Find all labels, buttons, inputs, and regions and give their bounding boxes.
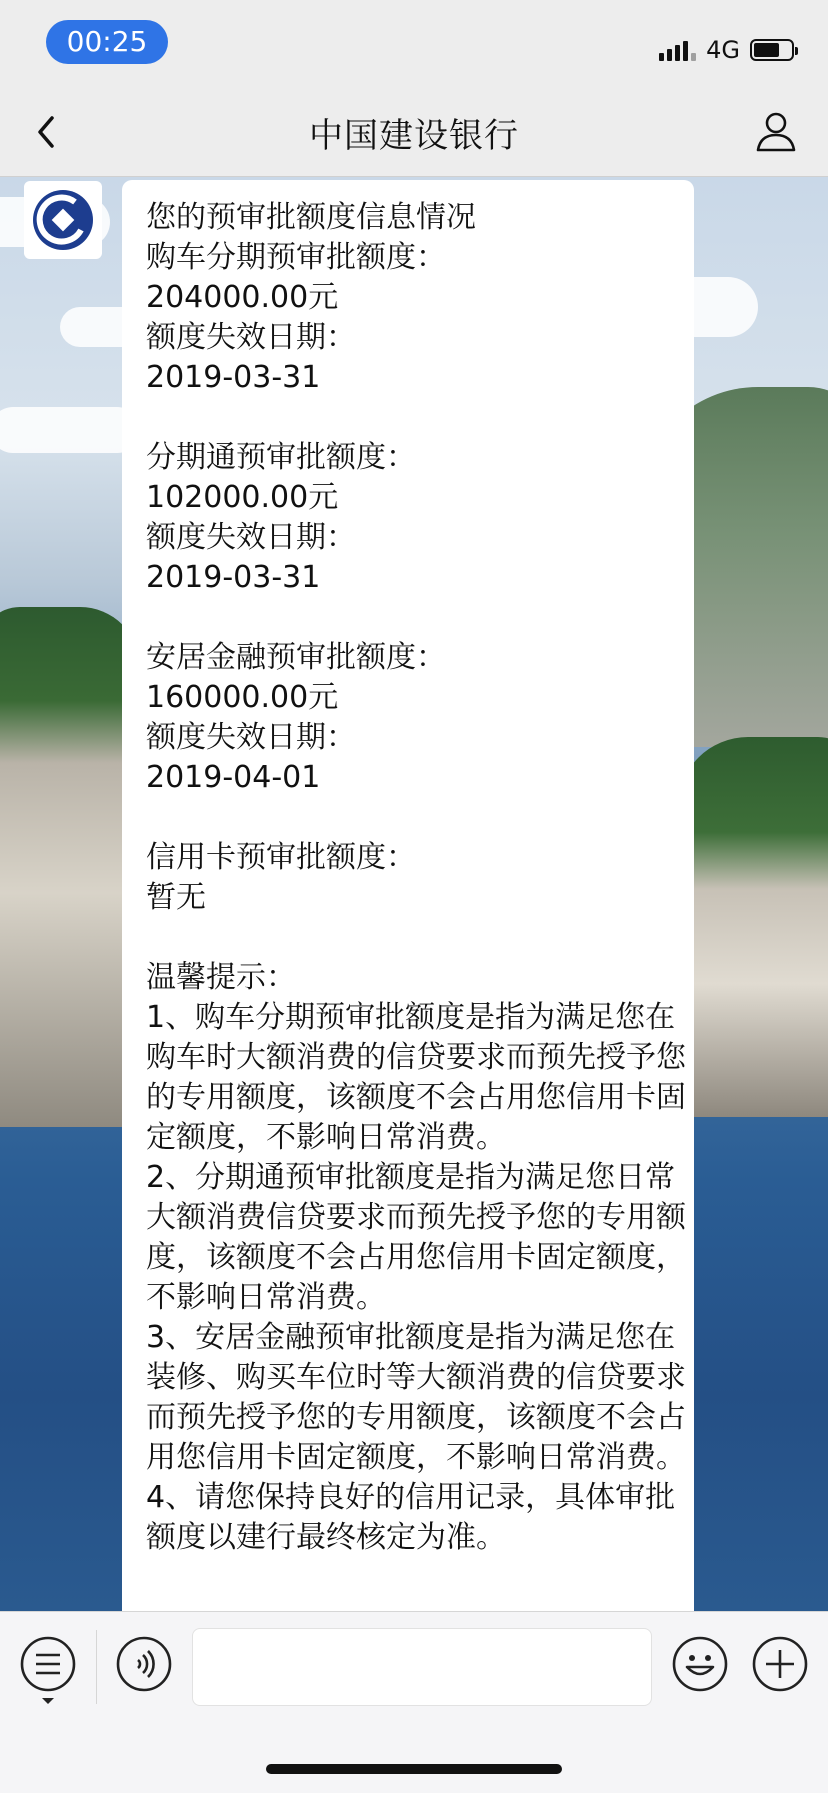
header xyxy=(0,0,828,177)
signal-icon xyxy=(659,39,696,61)
ccb-logo-icon xyxy=(31,188,95,252)
message-line: 分期通预审批额度： xyxy=(146,440,416,475)
blank-line xyxy=(146,918,686,958)
profile-button[interactable] xyxy=(752,108,800,156)
message-line: 2019-03-31 xyxy=(146,360,321,395)
blank-line xyxy=(146,598,686,638)
menu-button[interactable] xyxy=(20,1636,76,1692)
blank-line xyxy=(146,798,686,838)
voice-button[interactable] xyxy=(116,1636,172,1692)
list-menu-icon xyxy=(20,1636,76,1706)
message-line: 2、分期通预审批额度是指为满足您日常大额消费信贷要求而预先授予您的专用额度，该额度不会占用您信用卡固定额度，不影响日常消费。 xyxy=(146,1160,686,1315)
message-line: 信用卡预审批额度： xyxy=(146,840,416,875)
person-icon xyxy=(752,108,800,156)
plus-button[interactable] xyxy=(752,1636,808,1692)
message-line: 204000.00元 xyxy=(146,280,339,315)
emoji-icon xyxy=(672,1636,728,1692)
message-line: 额度失效日期： xyxy=(146,520,356,555)
message-line: 购车分期预审批额度： xyxy=(146,240,446,275)
message-line: 102000.00元 xyxy=(146,480,339,515)
message-line: 安居金融预审批额度： xyxy=(146,640,446,675)
battery-icon xyxy=(750,39,794,61)
blank-line xyxy=(146,398,686,438)
bank-avatar[interactable] xyxy=(24,181,102,259)
message-input[interactable] xyxy=(192,1628,652,1706)
plus-icon xyxy=(752,1636,808,1692)
status-indicators xyxy=(659,36,794,64)
message-line: 1、购车分期预审批额度是指为满足您在购车时大额消费的信贷要求而预先授予您的专用额度，该额度不会占用您信用卡固定额度，不影响日常消费。 xyxy=(146,1000,686,1155)
page-title: 中国建设银行 xyxy=(309,116,519,156)
message-line: 4、请您保持良好的信用记录，具体审批额度以建行最终核定为准。 xyxy=(146,1480,676,1555)
message-line: 3、安居金融预审批额度是指为满足您在装修、购买车位时等大额消费的信贷要求而预先授予您的专用额度，该额度不会占用您信用卡固定额度，不影响日常消费。 xyxy=(146,1320,686,1475)
voice-icon xyxy=(116,1636,172,1692)
emoji-button[interactable] xyxy=(672,1636,728,1692)
message-line: 2019-03-31 xyxy=(146,560,321,595)
divider xyxy=(96,1630,97,1704)
message-line: 额度失效日期： xyxy=(146,720,356,755)
message-line: 您的预审批额度信息情况 xyxy=(146,200,476,235)
home-indicator xyxy=(266,1764,562,1774)
input-bar xyxy=(0,1611,828,1793)
message-line: 额度失效日期： xyxy=(146,320,356,355)
message-bubble xyxy=(122,180,694,1611)
message-line: 160000.00元 xyxy=(146,680,339,715)
network-type: 4G xyxy=(706,36,740,64)
message-line: 温馨提示： xyxy=(146,960,296,995)
message-text xyxy=(146,198,686,1558)
battery-level xyxy=(754,43,779,57)
status-time: 00:25 xyxy=(46,20,168,64)
message-line: 暂无 xyxy=(146,880,206,915)
message-line: 2019-04-01 xyxy=(146,760,321,795)
